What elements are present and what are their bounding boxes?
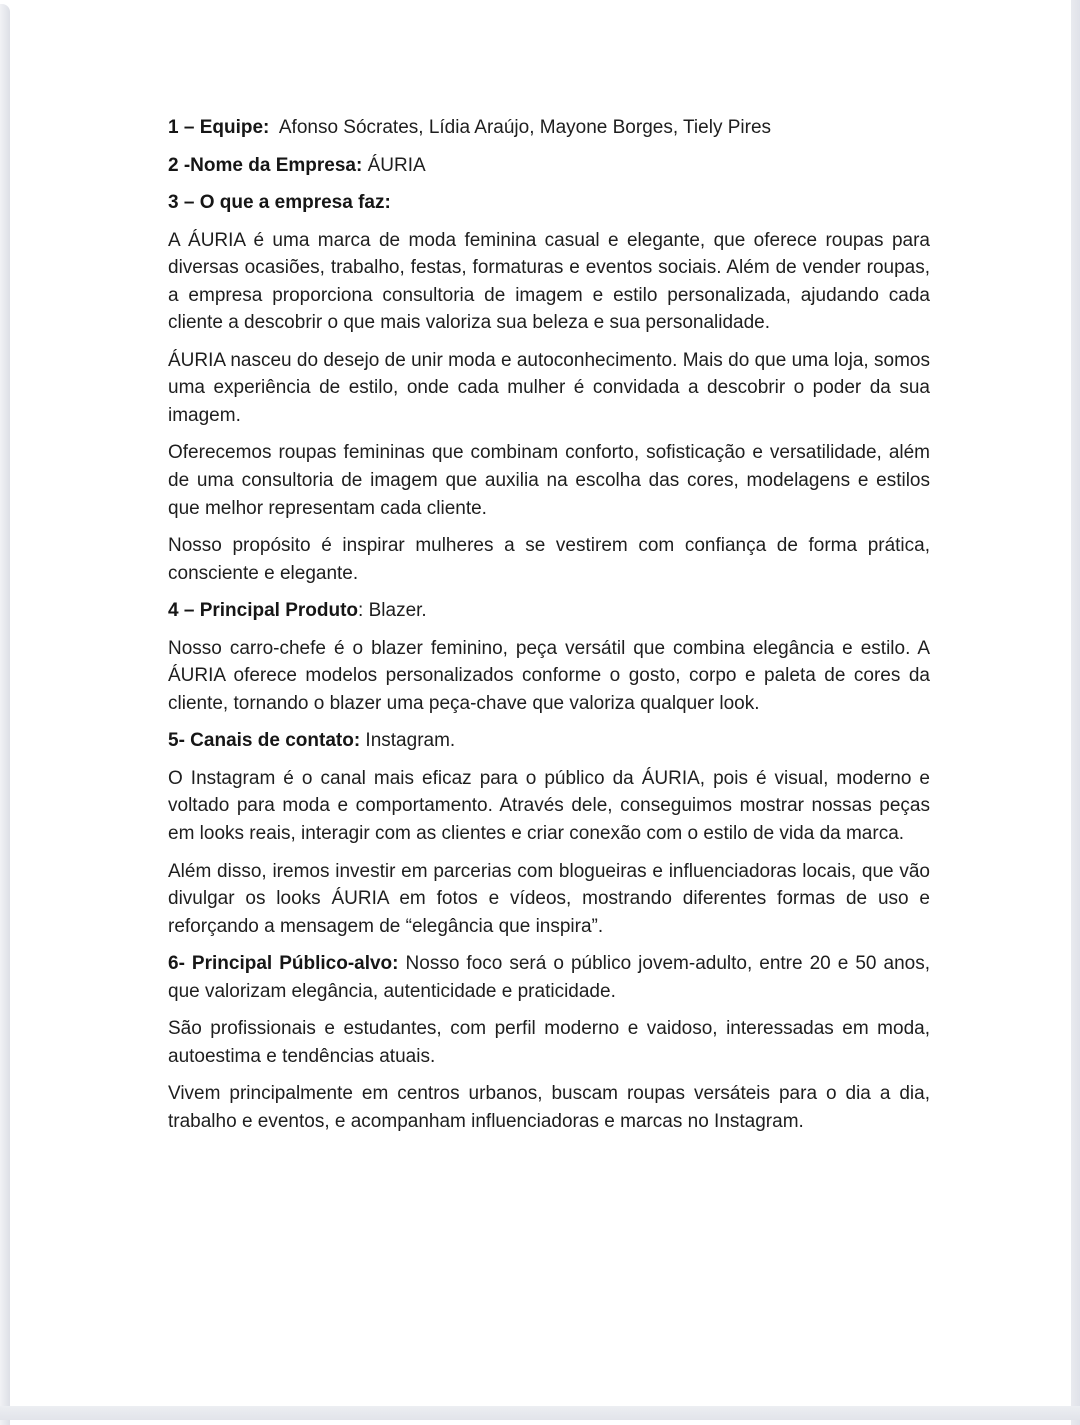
section-block — [168, 114, 930, 142]
paragraph-text: ÁURIA nasceu do desejo de unir moda e autoconhecimento. Mais do que uma loja, somos uma experiência de estilo, onde cada mulher é convidada a descobrir o poder da sua imagem. — [168, 349, 930, 426]
paragraph — [168, 347, 930, 430]
section-heading-label: 6- Principal Público-alvo: — [168, 953, 399, 975]
section-heading-label: 4 – Principal Produto — [168, 600, 359, 622]
paragraph — [168, 1015, 930, 1070]
paragraph-text: Nosso foco será o público jovem-adulto, entre 20 e 50 anos, que valorizam elegância, autenticidade e praticidade. — [168, 953, 930, 1002]
page-edge-left — [0, 4, 10, 1425]
paragraph-text: Nosso propósito é inspirar mulheres a se vestirem com confiança de forma prática, consciente e elegante. — [168, 535, 930, 584]
paragraph-text: Afonso Sócrates, Lídia Araújo, Mayone Borges, Tiely Pires — [269, 117, 772, 138]
paragraph-text: A ÁURIA é uma marca de moda feminina casual e elegante, que oferece roupas para diversas ocasiões, trabalho, festas, formaturas e eventos sociais. Além de vender roupas, a empresa proporciona consultoria de imagem e estilo personalizada, ajudando cada cliente a descobrir o que mais valoriza sua beleza e sua personalidade. — [168, 229, 930, 334]
section-heading-label: 2 -Nome da Empresa: — [168, 154, 363, 176]
paragraph-text: Além disso, iremos investir em parcerias com blogueiras e influenciadoras locais, que vão divulgar os looks ÁURIA em fotos e vídeos, mostrando diferentes formas de uso e reforçando a mensagem de “elegância que inspira”. — [168, 860, 930, 937]
page-edge-bottom — [0, 1406, 1080, 1420]
section-block — [168, 727, 930, 755]
paragraph-text: Vivem principalmente em centros urbanos, buscam roupas versáteis para o dia a dia, trabalho e eventos, e acompanham influenciadoras e marcas no Instagram. — [168, 1083, 930, 1132]
paragraph — [168, 1080, 930, 1135]
section-heading-label: 1 – Equipe: — [168, 117, 270, 138]
paragraph-text: : Blazer. — [358, 600, 427, 622]
paragraph-text: Oferecemos roupas femininas que combinam conforto, sofisticação e versatilidade, além de uma consultoria de imagem que auxilia na escolha das cores, modelagens e estilos que melhor representam cada cliente. — [168, 442, 930, 519]
section-block — [168, 597, 930, 625]
section-block — [168, 950, 930, 1005]
paragraph — [168, 227, 930, 337]
paragraph — [168, 858, 930, 941]
paragraph-text: O Instagram é o canal mais eficaz para o público da ÁURIA, pois é visual, moderno e voltado para moda e comportamento. Através dele, conseguimos mostrar nossas peças em looks reais, interagir com as clientes e criar conexão com o estilo de vida da marca. — [168, 767, 930, 845]
paragraph-text: ÁURIA — [362, 154, 426, 176]
paragraph-text: Nosso carro-chefe é o blazer feminino, peça versátil que combina elegância e estilo. A ÁURIA oferece modelos personalizados conforme o gosto, corpo e paleta de cores da cliente, tornando o blazer uma peça-chave que valoriza qualquer look. — [168, 637, 930, 714]
page-edge-right — [1071, 0, 1080, 1425]
paragraph-text: Instagram. — [360, 730, 456, 752]
section-heading-label: 3 – O que a empresa faz: — [168, 192, 391, 214]
paragraph — [168, 635, 930, 718]
document-page — [10, 0, 1071, 1407]
section-heading-label: 5- Canais de contato: — [168, 730, 361, 752]
section-block — [168, 189, 930, 217]
paragraph-text: São profissionais e estudantes, com perfil moderno e vaidoso, interessadas em moda, autoestima e tendências atuais. — [168, 1018, 930, 1067]
paragraph — [168, 439, 930, 522]
section-block — [168, 152, 930, 180]
paragraph — [168, 532, 930, 587]
document-body — [168, 114, 930, 1146]
paragraph — [168, 765, 930, 848]
